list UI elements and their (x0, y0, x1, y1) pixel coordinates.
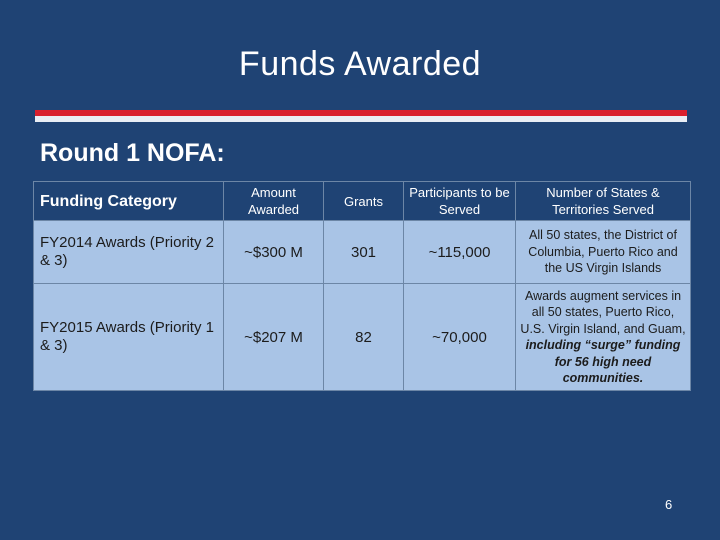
cell-grants: 82 (324, 284, 404, 391)
header-states-territories: Number of States & Territories Served (516, 182, 691, 221)
table-row (34, 284, 691, 391)
funds-table (33, 181, 691, 391)
cell-category: FY2014 Awards (Priority 2 & 3) (34, 221, 224, 284)
header-amount-awarded: Amount Awarded (224, 182, 324, 221)
cell-states: All 50 states, the District of Columbia, Puerto Rico and the US Virgin Islands (516, 221, 691, 284)
title-rule-white (35, 116, 687, 122)
table-row (34, 221, 691, 284)
slide-subtitle: Round 1 NOFA: (40, 139, 225, 167)
states-emphasis: including “surge” funding for 56 high need communities. (525, 338, 681, 385)
cell-amount: ~$300 M (224, 221, 324, 284)
page-number: 6 (665, 497, 673, 512)
header-funding-category: Funding Category (34, 182, 224, 221)
cell-grants: 301 (324, 221, 404, 284)
states-text: Awards augment services in all 50 states, Puerto Rico, U.S. Virgin Island, and Guam, (520, 288, 686, 336)
cell-states (516, 284, 691, 391)
cell-amount: ~$207 M (224, 284, 324, 391)
table-header-row (34, 182, 691, 221)
header-participants: Participants to be Served (404, 182, 516, 221)
cell-participants: ~70,000 (404, 284, 516, 391)
cell-participants: ~115,000 (404, 221, 516, 284)
cell-category: FY2015 Awards (Priority 1 & 3) (34, 284, 224, 391)
slide-title: Funds Awarded (238, 45, 482, 83)
header-grants: Grants (324, 182, 404, 221)
